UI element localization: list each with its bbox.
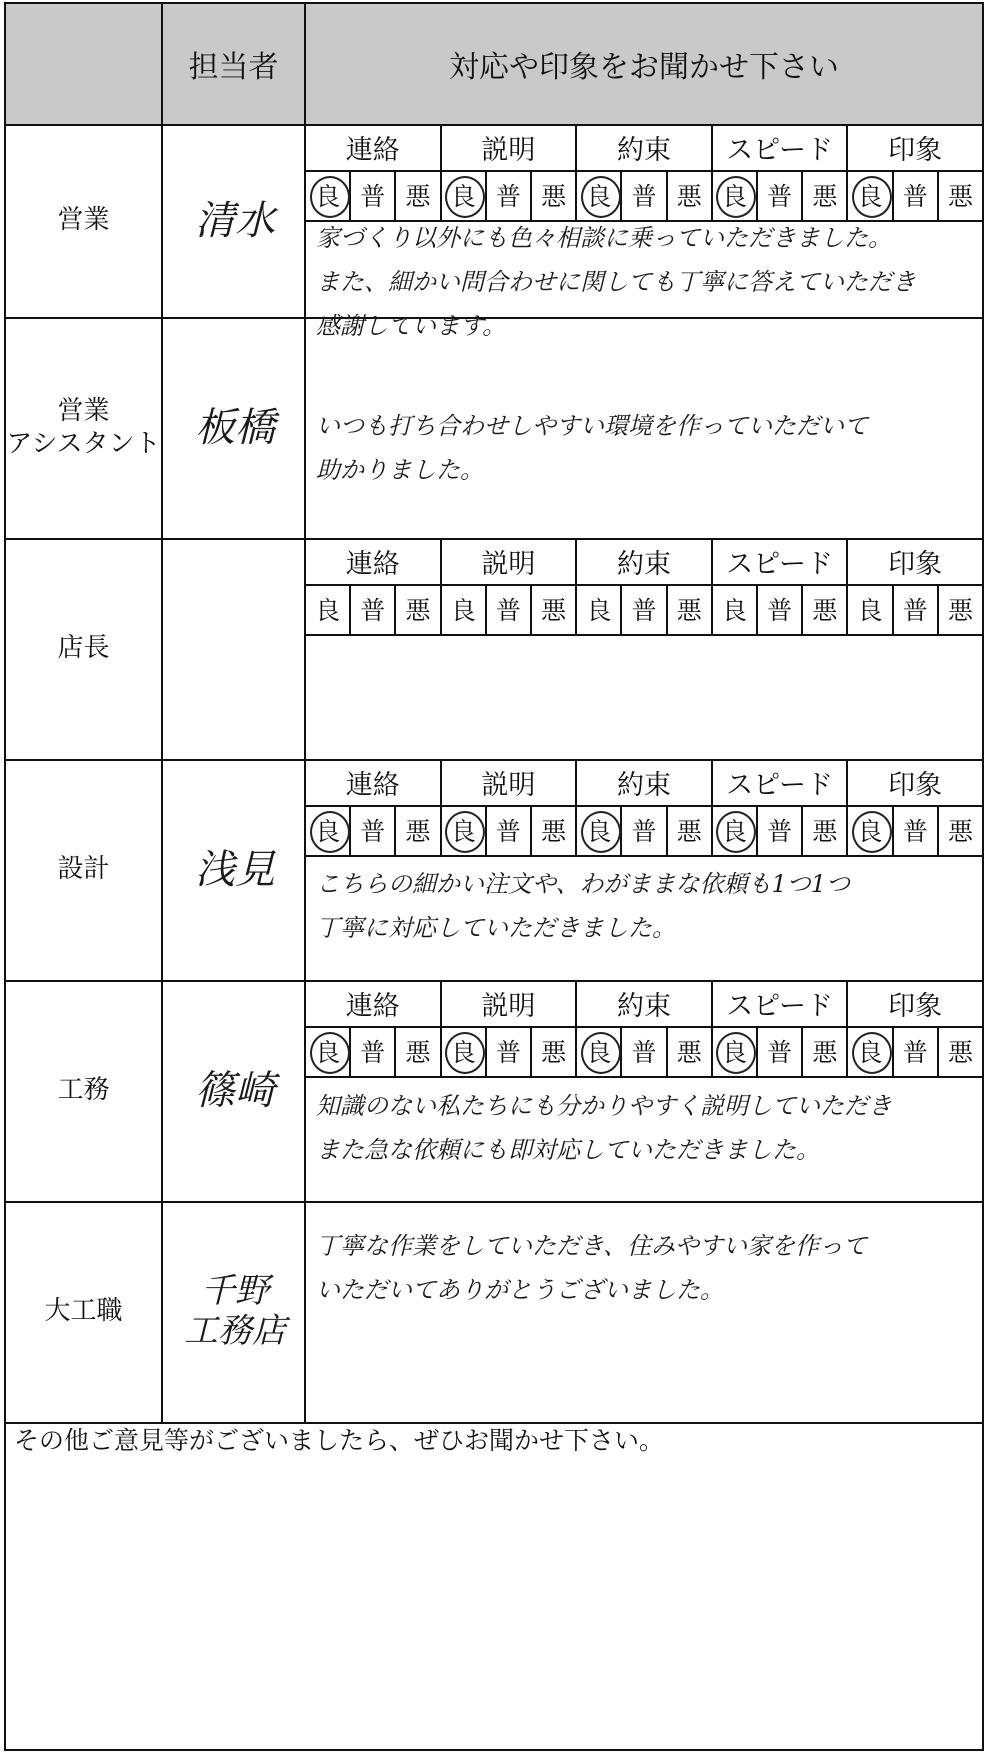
dept-construction: 工務: [57, 1075, 110, 1106]
grade-bad[interactable]: 悪: [396, 1026, 441, 1076]
header-feedback: 対応や印象をお聞かせ下さい: [449, 50, 839, 85]
grade-row-construction: [306, 1026, 982, 1076]
category-impression: 印象: [888, 134, 943, 166]
grade-average[interactable]: 普: [894, 805, 939, 855]
grade-average[interactable]: 普: [351, 170, 396, 220]
grade-good[interactable]: 良: [713, 584, 758, 634]
grade-average[interactable]: 普: [622, 584, 667, 634]
grade-good[interactable]: 良: [713, 1026, 758, 1076]
grade-row-store-manager: [306, 584, 982, 634]
grade-bad[interactable]: 悪: [532, 584, 577, 634]
grade-good[interactable]: 良: [713, 170, 758, 220]
grade-good[interactable]: 良: [577, 805, 622, 855]
grade-average[interactable]: 普: [894, 170, 939, 220]
staff-sales-assistant: 板橋: [195, 404, 275, 451]
category-explanation: 説明: [442, 980, 578, 1026]
grade-bad[interactable]: 悪: [668, 805, 713, 855]
grade-good[interactable]: 良: [713, 805, 758, 855]
dept-design: 設計: [57, 854, 110, 885]
category-promise: 約束: [577, 124, 713, 170]
grade-average[interactable]: 普: [758, 584, 803, 634]
grade-bad[interactable]: 悪: [803, 1026, 848, 1076]
grade-average[interactable]: 普: [758, 1026, 803, 1076]
category-contact: 連絡: [306, 980, 442, 1026]
grade-bad[interactable]: 悪: [668, 1026, 713, 1076]
grade-average[interactable]: 普: [758, 170, 803, 220]
grade-good[interactable]: 良: [306, 1026, 351, 1076]
category-speed: スピード: [713, 759, 849, 805]
comment-carpenter: 丁寧な作業をしていただき、住みやすい家を作って いただいてありがとうございました。: [316, 1232, 868, 1304]
category-explanation: 説明: [442, 759, 578, 805]
grade-good[interactable]: 良: [442, 170, 487, 220]
grade-row-sales: [306, 170, 982, 220]
category-promise: 約束: [577, 759, 713, 805]
grade-good[interactable]: 良: [577, 1026, 622, 1076]
comment-sales: 家づくり以外にも色々相談に乗っていただきました。 また、細かい問合わせに関しても丁寧に答えていただき 感謝しています。: [316, 224, 916, 340]
category-row-sales: [306, 124, 982, 170]
grade-bad[interactable]: 悪: [396, 170, 441, 220]
grade-average[interactable]: 普: [622, 805, 667, 855]
grade-bad[interactable]: 悪: [532, 1026, 577, 1076]
category-impression: 印象: [888, 548, 943, 580]
grade-bad[interactable]: 悪: [803, 805, 848, 855]
category-explanation: 説明: [442, 124, 578, 170]
staff-carpenter: 千野 工務店: [184, 1271, 286, 1351]
grade-average[interactable]: 普: [487, 170, 532, 220]
grade-bad[interactable]: 悪: [396, 805, 441, 855]
grade-good[interactable]: 良: [306, 584, 351, 634]
comment-construction: 知識のない私たちにも分かりやすく説明していただき また急な依頼にも即対応していただきました。: [316, 1092, 892, 1164]
other-comments-label: その他ご意見等がございましたら、ぜひお聞かせ下さい。: [14, 1426, 665, 1455]
grade-bad[interactable]: 悪: [947, 182, 973, 211]
category-row-store-manager: [306, 538, 982, 584]
staff-design: 浅見: [195, 846, 275, 893]
grade-bad[interactable]: 悪: [668, 584, 713, 634]
grade-good[interactable]: 良: [442, 584, 487, 634]
staff-store-manager: [164, 538, 306, 759]
category-row-construction: [306, 980, 982, 1026]
grade-bad[interactable]: 悪: [803, 170, 848, 220]
grade-good[interactable]: 良: [442, 805, 487, 855]
grade-average[interactable]: 普: [351, 584, 396, 634]
grade-good[interactable]: 良: [442, 1026, 487, 1076]
category-impression: 印象: [888, 990, 943, 1022]
category-impression: 印象: [888, 769, 943, 801]
comment-design: こちらの細かい注文や、わがままな依頼も1つ1つ 丁寧に対応していただきました。: [316, 870, 851, 942]
dept-sales-assistant: 営業 アシスタント: [6, 396, 161, 459]
grade-average[interactable]: 普: [351, 805, 396, 855]
grade-average[interactable]: 普: [487, 805, 532, 855]
grade-bad[interactable]: 悪: [532, 170, 577, 220]
category-promise: 約束: [577, 980, 713, 1026]
grade-good[interactable]: 良: [848, 584, 893, 634]
survey-sheet: [4, 2, 984, 1751]
grade-average[interactable]: 普: [622, 1026, 667, 1076]
category-speed: スピード: [713, 124, 849, 170]
grade-good[interactable]: 良: [306, 170, 351, 220]
comment-sales-assistant: いつも打ち合わせしやすい環境を作っていただいて 助かりました。: [316, 412, 868, 484]
grade-bad[interactable]: 悪: [947, 596, 973, 625]
grade-average[interactable]: 普: [487, 584, 532, 634]
grade-good[interactable]: 良: [848, 170, 893, 220]
grade-good[interactable]: 良: [577, 584, 622, 634]
dept-store-manager: 店長: [57, 633, 110, 664]
category-speed: スピード: [713, 538, 849, 584]
grade-good[interactable]: 良: [306, 805, 351, 855]
grade-bad[interactable]: 悪: [668, 170, 713, 220]
category-contact: 連絡: [306, 759, 442, 805]
dept-sales: 営業: [57, 205, 110, 236]
grade-average[interactable]: 普: [894, 1026, 939, 1076]
grade-good[interactable]: 良: [577, 170, 622, 220]
dept-carpenter: 大工職: [44, 1296, 123, 1327]
staff-construction: 篠崎: [195, 1067, 275, 1114]
header-staff: 担当者: [188, 50, 279, 85]
category-speed: スピード: [713, 980, 849, 1026]
category-promise: 約束: [577, 538, 713, 584]
grade-average[interactable]: 普: [487, 1026, 532, 1076]
grade-average[interactable]: 普: [351, 1026, 396, 1076]
grade-average[interactable]: 普: [894, 584, 939, 634]
grade-average[interactable]: 普: [622, 170, 667, 220]
staff-sales: 清水: [195, 197, 275, 244]
category-contact: 連絡: [306, 538, 442, 584]
grade-good[interactable]: 良: [848, 805, 893, 855]
grade-bad[interactable]: 悪: [803, 584, 848, 634]
category-row-design: [306, 759, 982, 805]
grade-average[interactable]: 普: [758, 805, 803, 855]
grade-bad[interactable]: 悪: [396, 584, 441, 634]
grade-good[interactable]: 良: [848, 1026, 893, 1076]
grade-bad[interactable]: 悪: [947, 817, 973, 846]
grade-row-design: [306, 805, 982, 855]
grade-bad[interactable]: 悪: [532, 805, 577, 855]
category-explanation: 説明: [442, 538, 578, 584]
grade-bad[interactable]: 悪: [947, 1038, 973, 1067]
category-contact: 連絡: [306, 124, 442, 170]
